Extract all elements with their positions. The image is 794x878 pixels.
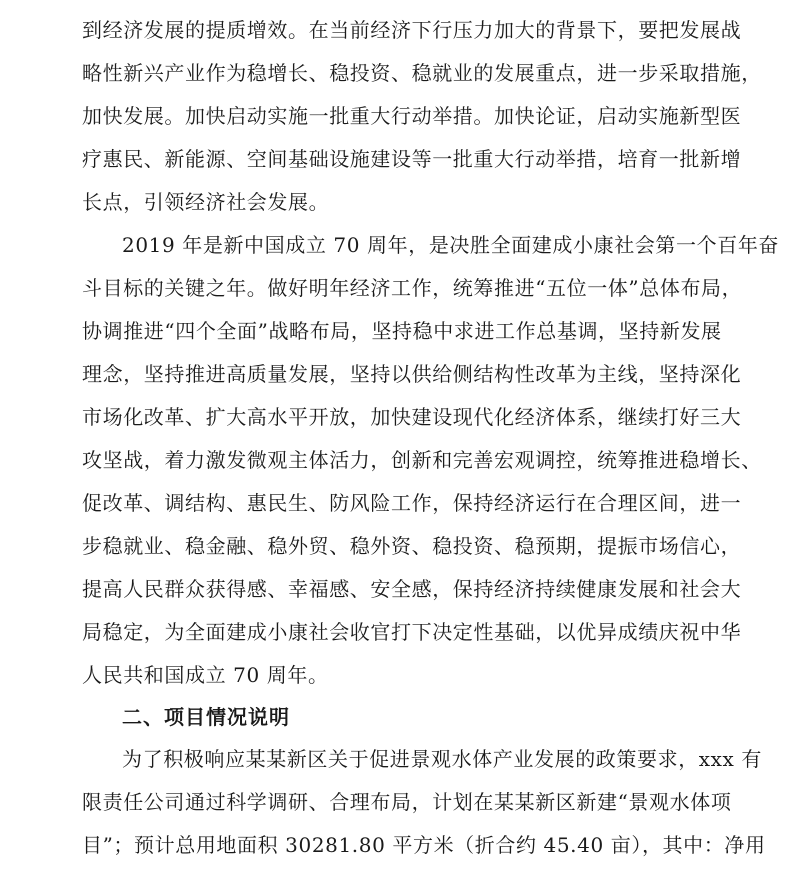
text-line: 协调推进“四个全面”战略布局，坚持稳中求进工作总基调，坚持新发展 — [82, 319, 722, 343]
text-line: 疗惠民、新能源、空间基础设施建设等一批重大行动举措，培育一批新增 — [82, 147, 742, 171]
text-line: 步稳就业、稳金融、稳外贸、稳外资、稳投资、稳预期，提振市场信心， — [82, 534, 742, 558]
text-line: 理念，坚持推进高质量发展，坚持以供给侧结构性改革为主线，坚持深化 — [82, 362, 742, 386]
text-line: 斗目标的关键之年。做好明年经济工作，统筹推进“五位一体”总体布局， — [82, 276, 743, 300]
text-line: 长点，引领经济社会发展。 — [82, 190, 330, 214]
text-line: 提高人民群众获得感、幸福感、安全感，保持经济持续健康发展和社会大 — [82, 577, 742, 601]
text-line: 局稳定，为全面建成小康社会收官打下决定性基础，以优异成绩庆祝中华 — [82, 620, 742, 644]
text-line: 略性新兴产业作为稳增长、稳投资、稳就业的发展重点，进一步采取措施， — [82, 61, 762, 85]
text-line: 攻坚战，着力激发微观主体活力，创新和完善宏观调控，统筹推进稳增长、 — [82, 448, 762, 472]
text-line: 为了积极响应某某新区关于促进景观水体产业发展的政策要求，xxx 有 — [122, 747, 762, 771]
text-line: 人民共和国成立 70 周年。 — [82, 663, 329, 687]
text-line: 到经济发展的提质增效。在当前经济下行压力加大的背景下，要把发展战 — [82, 18, 742, 42]
text-line: 目”；预计总用地面积 30281.80 平方米（折合约 45.40 亩），其中：净用 — [82, 833, 766, 857]
text-line: 市场化改革、扩大高水平开放，加快建设现代化经济体系，继续打好三大 — [82, 405, 742, 429]
text-line: 加快发展。加快启动实施一批重大行动举措。加快论证，启动实施新型医 — [82, 104, 742, 128]
section-heading: 二、项目情况说明 — [122, 705, 290, 729]
text-line: 限责任公司通过科学调研、合理布局，计划在某某新区新建“景观水体项 — [82, 790, 732, 814]
text-line: 促改革、调结构、惠民生、防风险工作，保持经济运行在合理区间，进一 — [82, 491, 742, 515]
text-line: 2019 年是新中国成立 70 周年，是决胜全面建成小康社会第一个百年奋 — [122, 233, 780, 257]
